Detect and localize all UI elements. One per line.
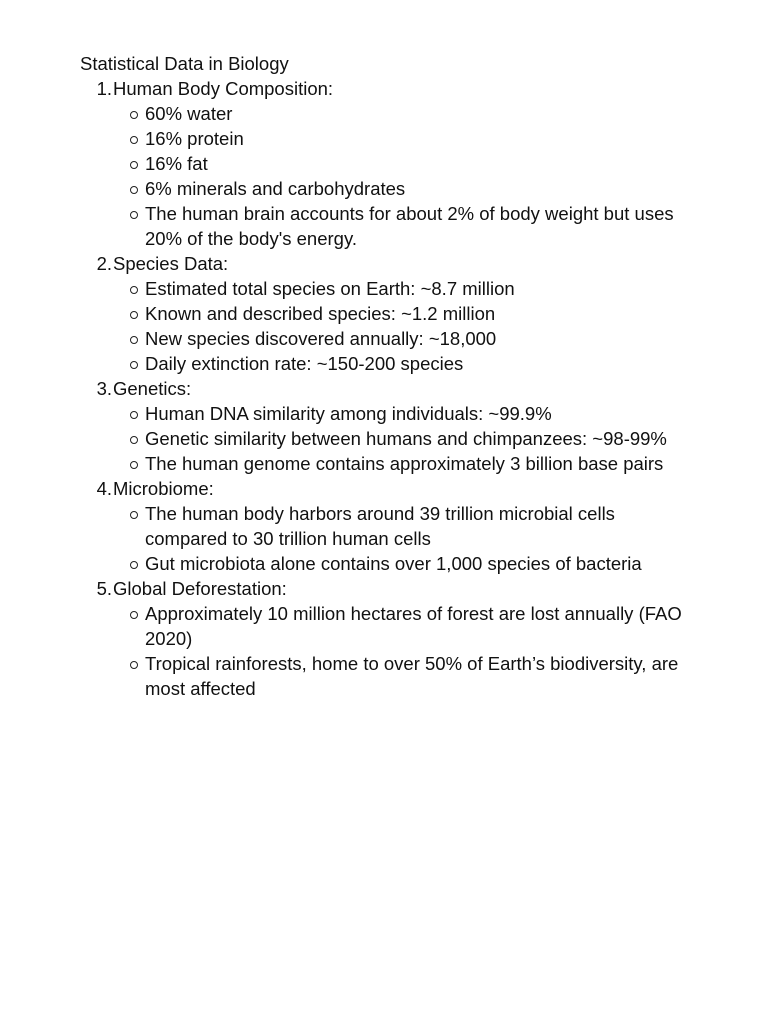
section-heading: Global Deforestation: bbox=[113, 578, 287, 599]
list-item-text: 16% protein bbox=[145, 128, 244, 149]
document-page bbox=[80, 51, 720, 701]
section-number: 3. bbox=[96, 378, 112, 399]
list-item-text: Tropical rainforests, home to over 50% of Earth’s biodiversity, are most affected bbox=[145, 653, 679, 699]
list-item-text: Known and described species: ~1.2 million bbox=[145, 303, 496, 324]
hollow-circle-bullet-icon bbox=[80, 326, 145, 351]
section-item bbox=[80, 476, 720, 576]
section-item bbox=[80, 251, 720, 376]
list-item-text: The human body harbors around 39 trillion microbial cells compared to 30 trillion human cells bbox=[145, 503, 615, 549]
list-item bbox=[80, 201, 720, 251]
hollow-circle-bullet-icon bbox=[80, 501, 145, 526]
list-item bbox=[80, 326, 720, 351]
bullet-list bbox=[80, 501, 720, 576]
list-item-text: Gut microbiota alone contains over 1,000 species of bacteria bbox=[145, 553, 642, 574]
list-item bbox=[80, 301, 720, 326]
list-item-text: Estimated total species on Earth: ~8.7 million bbox=[145, 278, 515, 299]
list-item-text: Human DNA similarity among individuals: ~99.9% bbox=[145, 403, 552, 424]
hollow-circle-bullet-icon bbox=[80, 551, 145, 576]
section-heading: Species Data: bbox=[113, 253, 229, 274]
section-item bbox=[80, 576, 720, 701]
section-item bbox=[80, 76, 720, 251]
hollow-circle-bullet-icon bbox=[80, 401, 145, 426]
section-number: 5. bbox=[96, 578, 112, 599]
section-number: 4. bbox=[96, 478, 112, 499]
section-header bbox=[80, 576, 720, 601]
list-item-text: Approximately 10 million hectares of forest are lost annually (FAO 2020) bbox=[145, 603, 682, 649]
list-item bbox=[80, 651, 720, 701]
hollow-circle-bullet-icon bbox=[80, 426, 145, 451]
bullet-list bbox=[80, 276, 720, 376]
list-item-text: 60% water bbox=[145, 103, 233, 124]
list-item bbox=[80, 101, 720, 126]
hollow-circle-bullet-icon bbox=[80, 301, 145, 326]
hollow-circle-bullet-icon bbox=[80, 151, 145, 176]
list-item bbox=[80, 601, 720, 651]
bullet-list bbox=[80, 401, 720, 476]
section-header bbox=[80, 476, 720, 501]
section-heading: Genetics: bbox=[113, 378, 192, 399]
hollow-circle-bullet-icon bbox=[80, 126, 145, 151]
section-header bbox=[80, 376, 720, 401]
list-item bbox=[80, 551, 720, 576]
section-heading: Microbiome: bbox=[113, 478, 214, 499]
section-number: 1. bbox=[96, 78, 112, 99]
list-item bbox=[80, 276, 720, 301]
list-item-text: Daily extinction rate: ~150-200 species bbox=[145, 353, 464, 374]
list-item-text: 16% fat bbox=[145, 153, 208, 174]
hollow-circle-bullet-icon bbox=[80, 351, 145, 376]
section-list bbox=[80, 76, 720, 701]
list-item bbox=[80, 151, 720, 176]
list-item bbox=[80, 126, 720, 151]
hollow-circle-bullet-icon bbox=[80, 176, 145, 201]
list-item bbox=[80, 451, 720, 476]
hollow-circle-bullet-icon bbox=[80, 201, 145, 226]
hollow-circle-bullet-icon bbox=[80, 651, 145, 676]
section-header bbox=[80, 76, 720, 101]
document-title: Statistical Data in Biology bbox=[80, 53, 289, 74]
hollow-circle-bullet-icon bbox=[80, 276, 145, 301]
section-item bbox=[80, 376, 720, 476]
list-item bbox=[80, 351, 720, 376]
list-item-text: The human brain accounts for about 2% of body weight but uses 20% of the body's energy. bbox=[145, 203, 674, 249]
bullet-list bbox=[80, 601, 720, 701]
list-item bbox=[80, 426, 720, 451]
hollow-circle-bullet-icon bbox=[80, 101, 145, 126]
hollow-circle-bullet-icon bbox=[80, 601, 145, 626]
section-number: 2. bbox=[96, 253, 112, 274]
section-header bbox=[80, 251, 720, 276]
list-item-text: The human genome contains approximately 3 billion base pairs bbox=[145, 453, 664, 474]
hollow-circle-bullet-icon bbox=[80, 451, 145, 476]
list-item-text: New species discovered annually: ~18,000 bbox=[145, 328, 497, 349]
list-item bbox=[80, 501, 720, 551]
section-heading: Human Body Composition: bbox=[113, 78, 334, 99]
list-item-text: Genetic similarity between humans and chimpanzees: ~98-99% bbox=[145, 428, 667, 449]
bullet-list bbox=[80, 101, 720, 251]
list-item bbox=[80, 176, 720, 201]
list-item-text: 6% minerals and carbohydrates bbox=[145, 178, 406, 199]
list-item bbox=[80, 401, 720, 426]
